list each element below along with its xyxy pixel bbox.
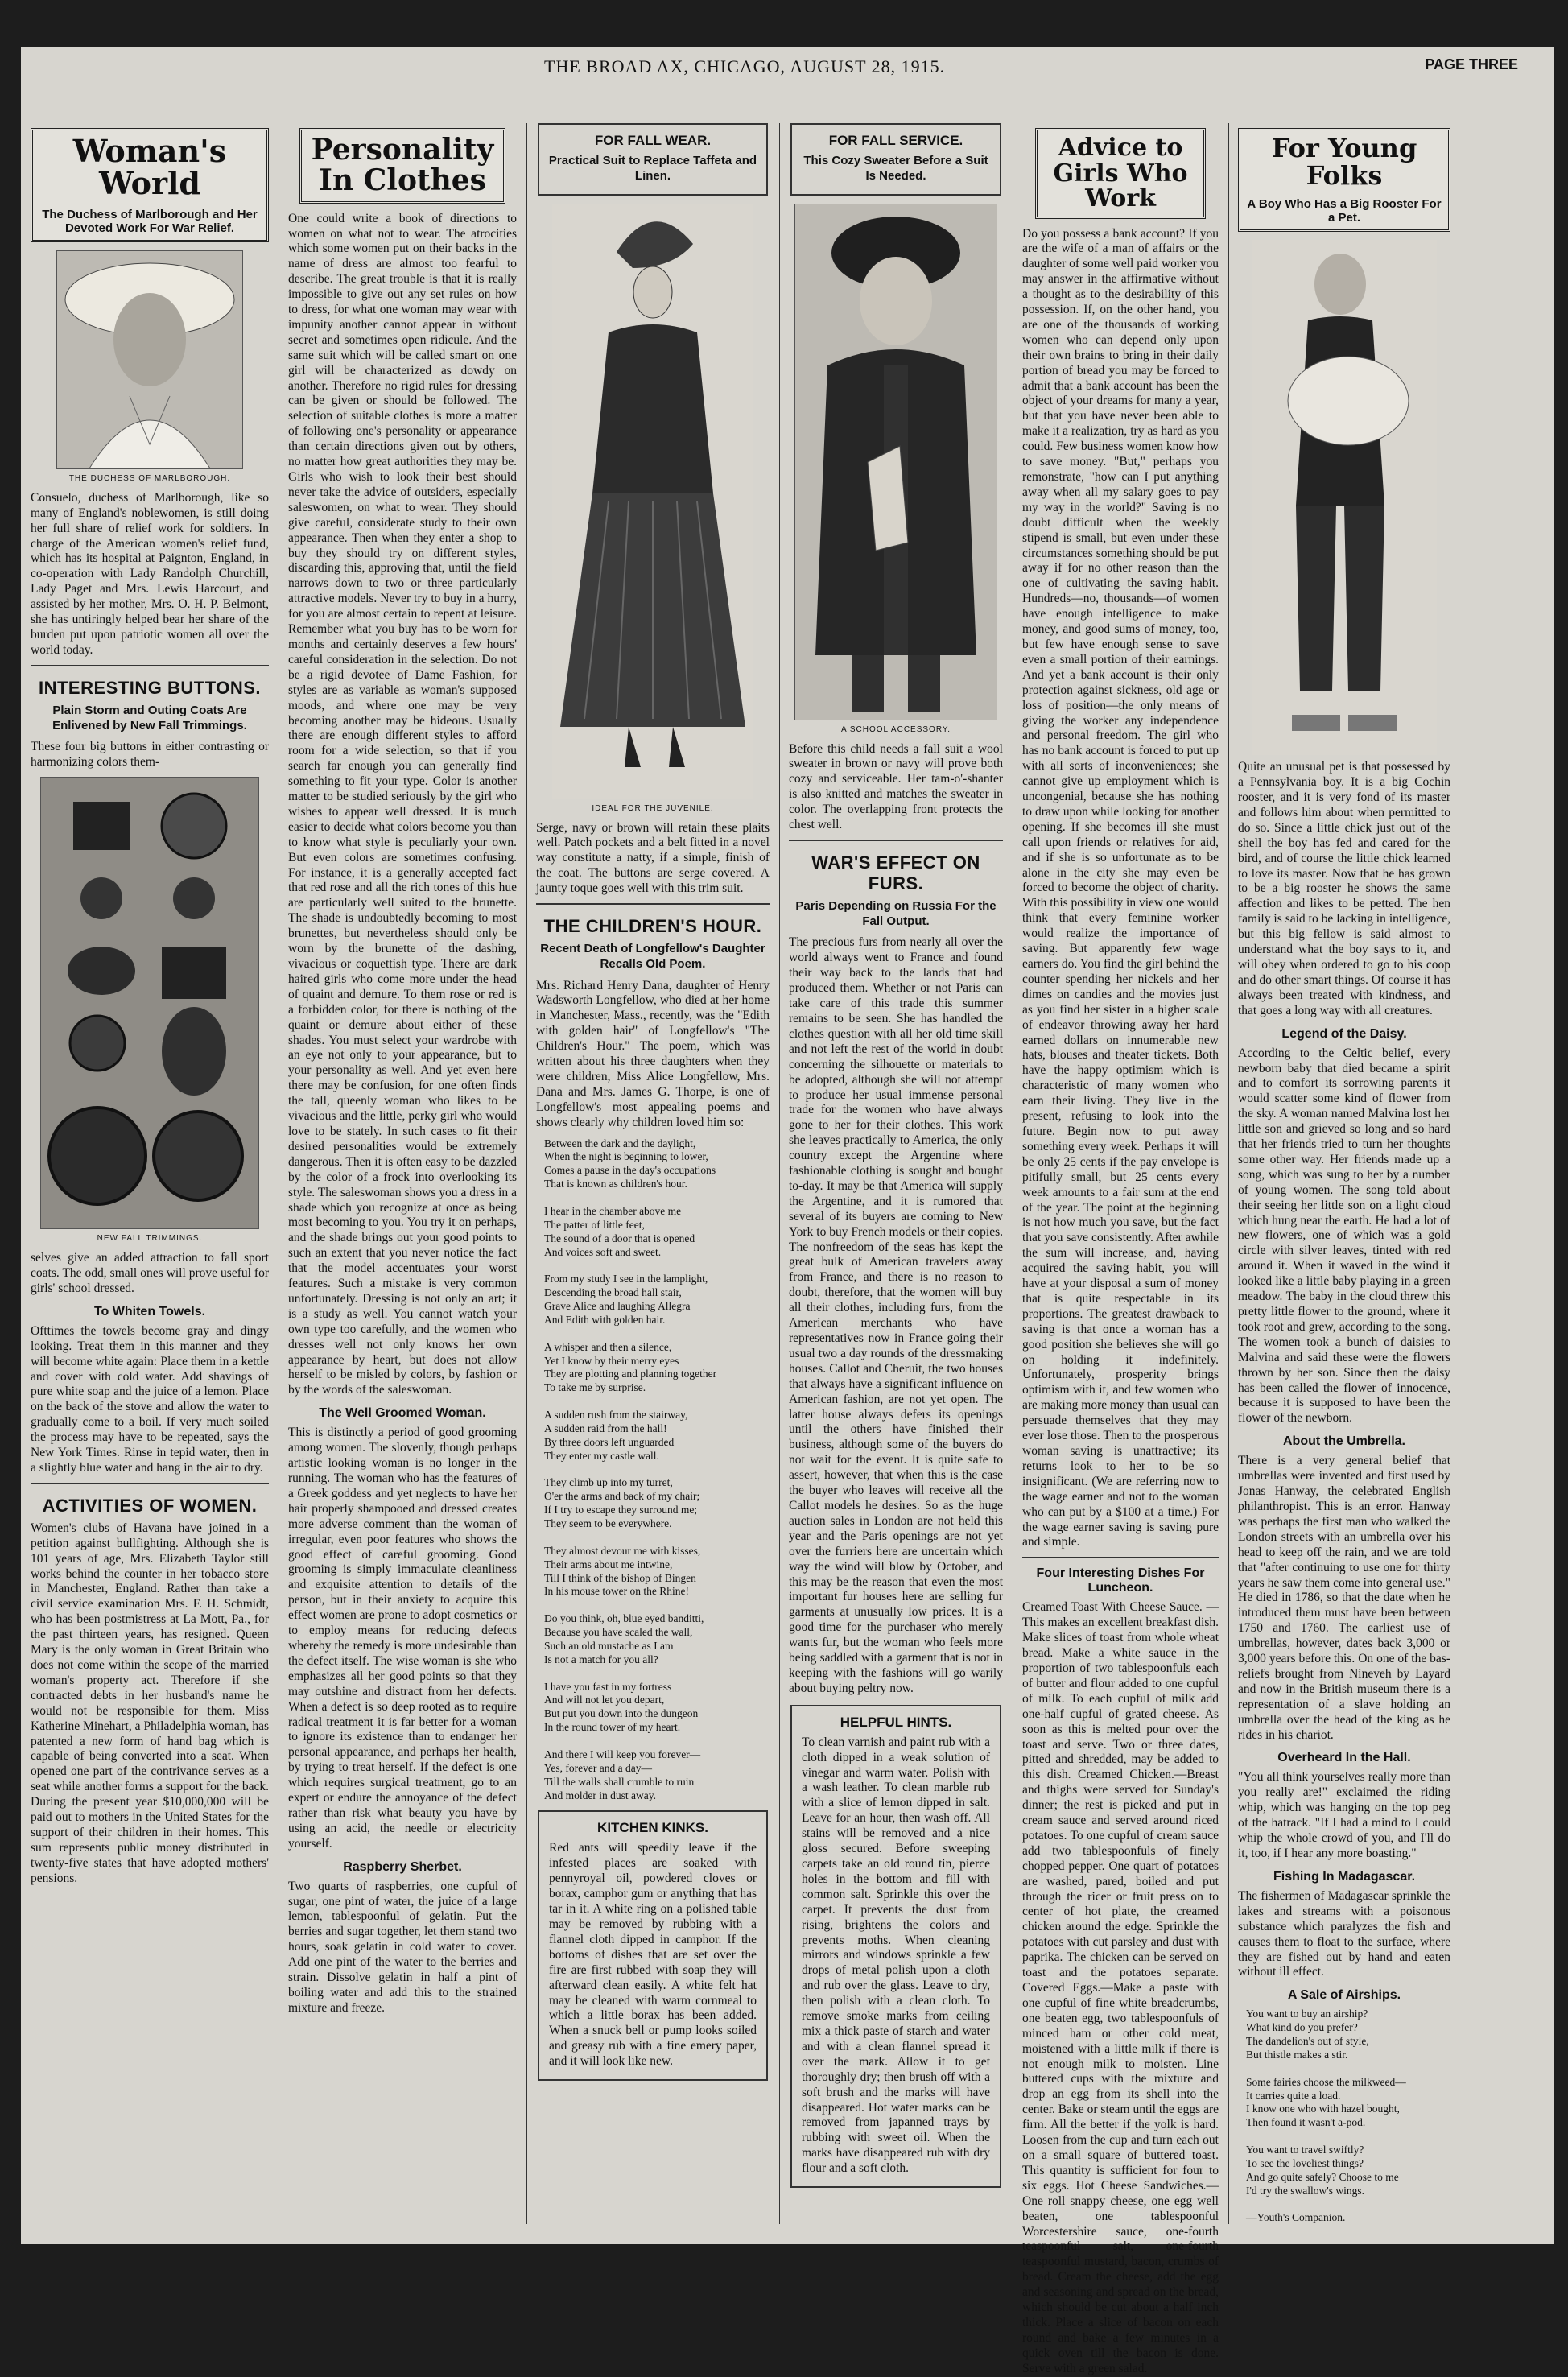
duchess-portrait bbox=[56, 250, 243, 469]
divider bbox=[31, 665, 269, 666]
furs-heading: WAR'S EFFECT ON FURS. bbox=[811, 852, 980, 893]
advice-heading-box bbox=[1035, 128, 1206, 219]
daisy-heading: Legend of the Daisy. bbox=[1281, 1026, 1407, 1041]
boy-rooster-drawing bbox=[1252, 240, 1437, 755]
buttons-heading: INTERESTING BUTTONS. bbox=[38, 677, 262, 698]
furs-article: The precious furs from nearly all over the world always went to France and found their way back to the lands that had produced them. Whether or not Paris can take care of this trade this summer remains to be seen. She has handled the clothes question with all her old time skill and not left the rest of the world in doubt concerning the silhouette or materials to be adopted, although she will not attempt to produce her usual immense personal trade for the women who have always gone to her for their clothes. This work she leaves practically to America, the only country except the Argentine where fashionable clothing is sought and bought to-day. It may be that America will supply the Argentine, and it is rumored that several of its buyers are coming to New York to buy French models or their copies. The nonfreedom of the seas has kept the great bulk of American travelers away from France, and there is no reason to doubt, therefore, that the women will buy all their clothes, including furs, from the American merchants who have representatives now in France going their usual two a day rounds of the dressmaking houses. Callot and Cheruit, the two houses that always have a significant influence on American fashion, are not yet open. The latter house always defers its openings until the others have finished their business, although some of the buyers do not wait for the event. It is quite safe to assert, however, that when this is the case the buyer who leaves will receive all the Callot models he desires. So as the huge auction sales in London are not held this year and the Paris openings are not yet over the furriers here are uncertain which way the wind will blow by October, and this may be the reason that even the most important fur houses here are selling fur garments at unusually low prices. It is a good time for the purchaser who merely wants fur, but the woman who feels more being saddled with a garment that is not in keeping with the fashions will go warily about buying peltry now. bbox=[789, 935, 1003, 1695]
duchess-portrait-illustration bbox=[57, 251, 242, 468]
umbrella-heading: About the Umbrella. bbox=[1282, 1434, 1405, 1449]
buttons-drawing bbox=[41, 778, 258, 1228]
fall-service-article: Before this child needs a fall suit a wool sweater in brown or navy will prove both cozy and serviceable. Her tam-o'-shanter is also knitted and matches the sweater in color. The overlapping front protects the chest well. bbox=[789, 741, 1003, 832]
personality-heading-box bbox=[299, 128, 505, 204]
column-rule bbox=[1228, 123, 1229, 2224]
divider bbox=[789, 840, 1003, 841]
helpful-hints-article: To clean varnish and paint rub with a cloth dipped in a weak solution of vinegar and warm water. Polish with a wash leather. To clean marble rub with a slice of lemon dipped in salt. Leave for an hour, then wash off. All stains will be removed and a nice gloss secured. Before sweeping carpets take an old round tin, pierce holes in the bottom and fill with common salt. Sprinkle this over the carpet. It prevents the dust from rising, brightens the colors and prevents moths. When cleaning mirrors and windows sprinkle a few drops of metal polish upon a cloth and rub over the glass. Leave to dry, then polish with a clean cloth. To remove smoke marks from ceiling mix a thick paste of starch and water and with a clean flannel spread it over the mark. Allow it to get thoroughly dry; then brush off with a soft brush and the marks will have disappeared. Hot water marks can be removed from japanned trays by rubbing with sweet oil. When the marks have disappeared rub with dry flour and a soft cloth. bbox=[802, 1735, 990, 2176]
column-fall-wear bbox=[530, 123, 776, 2224]
buttons-caption: NEW FALL TRIMMINGS. bbox=[97, 1234, 203, 1244]
buttons-illustration bbox=[40, 777, 259, 1229]
helpful-hints-heading: HELPFUL HINTS. bbox=[840, 1714, 952, 1730]
buttons-subhead: Plain Storm and Outing Coats Are Enlivened by New Fall Trimmings. bbox=[52, 703, 247, 732]
buttons-article-continued: selves give an added attraction to fall sport coats. The odd, small ones will prove useful for girls' school dressed. bbox=[31, 1251, 269, 1295]
school-sweater-drawing bbox=[795, 204, 997, 720]
groomed-heading: The Well Groomed Woman. bbox=[319, 1406, 486, 1421]
furs-subhead: Paris Depending on Russia For the Fall Output. bbox=[795, 898, 997, 928]
sherbet-article: Two quarts of raspberries, one cupful of sugar, one pint of water, the juice of a large lemon, tablespoonful of gelatin. Put the berries and sugar together, let them stand two hours, soak gelatin in cold water to cover. Add one pint of the water to the berries and strain. Dissolve gelatin in half a pint of boiling water and add this to the strained mixture and freeze. bbox=[288, 1879, 517, 2015]
section-heading: For Young Folks bbox=[1271, 133, 1417, 191]
juvenile-suit-illustration bbox=[552, 204, 753, 799]
helpful-hints-box bbox=[790, 1705, 1001, 2188]
kitchen-kinks-heading: KITCHEN KINKS. bbox=[597, 1820, 708, 1836]
dishes-heading: Four Interesting Dishes For Luncheon. bbox=[1036, 1566, 1205, 1595]
fishing-heading: Fishing In Madagascar. bbox=[1273, 1869, 1416, 1884]
fall-service-title: FOR FALL SERVICE. bbox=[828, 133, 963, 148]
fall-wear-heading-box bbox=[538, 123, 768, 196]
column-rule bbox=[526, 123, 527, 2224]
divider bbox=[536, 903, 770, 905]
fall-wear-article: Serge, navy or brown will retain these plaits well. Patch pockets and a belt fitted in a novel way constitute a natty, if a simple, finish of the coat. The buttons are serge covered. A jaunty toque goes well with this trim suit. bbox=[536, 820, 770, 896]
groomed-article: This is distinctly a period of good grooming among women. The slovenly, though perhaps artistic looking woman is no longer in the running. The woman who has the features of a Greek goddess and yet neglects to have her hair properly shampooed and dressed creates more adverse comment than the woman of irregular, even poor features who shows the good effect of careful grooming. Good grooming is simply immaculate cleanliness and exquisite attention to details of the person, but in their anxiety to acquire this effect women are prone to adopt cosmetics or to employ means for reducing defects whereby the remedy is more undesirable than the defect itself. The wise woman is she who emphasizes all her good points so that they may outshine and distract from her defects. When a defect is so deep rooted as to require radical treatment it is far better for a woman to ignore its existence than to endanger her personal appearance, and perhaps her health, by trying to treat herself. If the defect is one which requires surgical treatment, go to an expert or endure the annoyance of the defect rather than risk what beauty you have by using an acid, the needle or electricity yourself. bbox=[288, 1426, 517, 1851]
airships-poem: You want to buy an airship? What kind do you prefer? The dandelion's out of style, But thistle makes a stir. Some fairies choose the milkweed— It carries quite a load. I know one who with hazel bought, Then found it wasn't a-pod. You want to travel swiftly? To see the loveliest things? And go quite safely? Choose to me I'd try the swallow's wings. —Youth's Companion. bbox=[1246, 2008, 1406, 2224]
overheard-heading: Overheard In the Hall. bbox=[1277, 1751, 1411, 1765]
kitchen-kinks-box bbox=[538, 1810, 768, 2081]
childrens-hour-poem: Between the dark and the daylight, When the night is beginning to lower, Comes a pause in the day's occupations That is known as children's hour. I hear in the chamber above me The patter of little feet, The sound of a door that is opened And voices soft and sweet. From my study I see in the lamplight, Descending the broad hall stair, Grave Alice and laughing Allegra And Edith with golden hair. A whisper and then a silence, Yet I know by their merry eyes They are plotting and planning together To take me by surprise. A sudden rush from the stairway, A sudden raid from the hall! By three doors left unguarded They enter my castle wall. They climb up into my turret, O'er the arms and back of my chair; If I try to escape they surround me; They seem to be everywhere. They almost devour me with kisses, Their arms about me intwine, Till I think of the bishop of Bingen In his mouse tower on the Rhine! Do you think, oh, blue eyed banditti, Because you have scaled the wall, Such an old mustache as I am Is not a match for you all? I have you fast in my fortress And will not let you depart, But put you down into the dungeon In the round tower of my heart. And there I will keep you forever— Yes, forever and a day— Till the walls shall crumble to ruin And molder in dust away. bbox=[544, 1137, 717, 1801]
womans-world-heading-box bbox=[31, 128, 269, 242]
overheard-article: "You all think yourselves really more than you really are!" exclaimed the riding whip, which was hanging on the top peg of the hatrack. "If I had a mind to I could whip the whole crowd of you, and I'll do it, too, if I hear any more boasting." bbox=[1238, 1770, 1450, 1860]
column-womans-world bbox=[24, 123, 275, 2224]
childrens-hour-subhead: Recent Death of Longfellow's Daughter Recalls Old Poem. bbox=[540, 942, 765, 971]
boy-rooster-photo bbox=[1252, 240, 1437, 755]
section-heading: Personality In Clothes bbox=[311, 133, 494, 197]
juvenile-suit-drawing bbox=[552, 204, 753, 799]
column-personality-clothes bbox=[282, 123, 523, 2224]
column-rule bbox=[779, 123, 780, 2224]
school-accessory-caption: A SCHOOL ACCESSORY. bbox=[840, 724, 951, 734]
towels-heading: To Whiten Towels. bbox=[93, 1304, 206, 1318]
newspaper-page bbox=[21, 47, 1554, 2375]
advice-article: Do you possess a bank account? If you are the wife of a man of affairs or the daughter of some well paid worker you may answer in the affirmative without a thought as to the desirability of this possession. If, on the other hand, you are one of the thousands of working women who can depend only upon their own brains to bring in their daily portion of bread you may be forced to admit that a bank account has been the object of your dreams for many a year, but that you have never been able to make it a realization, try as hard as you could. Few business women know how to save money. "But," perhaps you remonstrate, "how can I put anything away when all my salary goes to pay my way in the world?" Saving is no doubt difficult when the weekly stipend is small, but even under these circumstances something should be put away if for no other reason than the one of cultivating the saving habit. Hundreds—no, thousands—of women have enough intelligence to make money, and good sums of money, too, but few have enough sense to save even a small portion of their earnings. And yet a bank account is their only protection against sickness, old age or loss of position—the only means of giving the worker any independence and personal freedom. The girl who has no bank account is forced to put up with all sorts of inconveniences; she cannot give up employment which is uncongenial, because she has nothing to draw upon while looking for another opening. If she becomes ill she must call upon friends or relatives for aid, and if she is so unfortunate as to be alone in the city she may even be forced to become the object of charity. With this possibility in view one would think that every feminine worker would realize the importance of saving. But apparently few wage earners do. You find the girl behind the counter spending her nickels and her dimes on candies and the movies just as you find her sister in a higher scale of endeavor throwing away her hard earned dollars on innumerable new hats, blouses and theater tickets. Both have the happy optimism which is characteristic of many women who earn their living. They live in the present, refusing to look into the future. Begin now to put away something every week. Perhaps it will be only 25 cents if the pay envelope is pitifully small, but 25 cents every week amounts to a fair sum at the end of the year. The point at the beginning is not how much you save, but the fact that you save consistently. After awhile the sum will increase, and, having acquired the saving habit, you will have at your disposal a sum of money that is quite respectable in its proportions. The greatest drawback to saving is that once a woman has a good position she believes she will go on holding it indefinitely. Unfortunately, prosperity brings optimism with it, and few women who are making more money than usual can persuade themselves that they may ever lose those. Then to the prosperous woman saving is unattractive; its returns look to her to be so insignificant. (We are referring now to the wage earner and not to the woman who can put by a $100 at a time.) For the wage earner saving is saving pure and simple. bbox=[1022, 226, 1219, 1550]
column-fall-service bbox=[782, 123, 1009, 2224]
activities-article: Women's clubs of Havana have joined in a petition against bullfighting. Although she is 101 years of age, Mrs. Elizabeth Taylor still works behind the counter in her tobacco store in Manchester, England. Rather than take a civil service examination Mrs. F. H. Schmidt, who has been postmistress at La Mott, Pa., for the past thirteen years, has resigned. Queen Mary is the only woman in Great Britain who does not come within the scope of the married woman's property act. Therefore if she contracted debts in her husband's name he would not be responsible for them. Miss Katherine Minehart, a Philadelphia woman, has patented a new form of hand bag which is capable of being converted into a seat. When opened one part of the contrivance serves as a seat while another forms a support for the back. During the present year $10,000,000 will be paid out to mothers in the United States for the support of their children in their homes. This sum represents public money distributed in twenty-five states that have adopted mothers' pensions. bbox=[31, 1521, 269, 1885]
column-young-folks bbox=[1232, 123, 1457, 2224]
section-subhead: A Boy Who Has a Big Rooster For a Pet. bbox=[1247, 197, 1442, 225]
divider bbox=[31, 1483, 269, 1484]
activities-heading: ACTIVITIES OF WOMEN. bbox=[42, 1495, 258, 1516]
childrens-hour-article: Mrs. Richard Henry Dana, daughter of Henry Wadsworth Longfellow, who died at her home in Manchester, Mass., recently, was the "Edith with golden hair" of Longfellow's "The Children's Hour." The poem, which was written about his three daughters when they were children, Miss Alice Longfellow, Mrs. Dana and Mrs. James G. Thorpe, is one of Longfellow's most appealing poems and shows clearly why children loved him so: bbox=[536, 978, 770, 1129]
juvenile-caption: IDEAL FOR THE JUVENILE. bbox=[592, 803, 714, 813]
sherbet-heading: Raspberry Sherbet. bbox=[343, 1859, 462, 1874]
young-folks-heading-box bbox=[1238, 128, 1450, 232]
masthead bbox=[21, 47, 1554, 79]
fall-service-subhead: This Cozy Sweater Before a Suit Is Needed. bbox=[803, 154, 988, 183]
masthead-title: THE BROAD AX, CHICAGO, AUGUST 28, 1915. bbox=[544, 56, 946, 76]
childrens-hour-heading: THE CHILDREN'S HOUR. bbox=[543, 916, 762, 937]
fishing-article: The fishermen of Madagascar sprinkle the lakes and streams with a poisonous substance which paralyzes the fish and causes them to float to the surface, where they are fished out by hand and eaten without ill effect. bbox=[1238, 1888, 1450, 1979]
column-advice-girls bbox=[1016, 123, 1225, 2375]
umbrella-article: There is a very general belief that umbrellas were invented and first used by Jonas Hanway, the celebrated English philanthropist. This is an error. Hanway was perhaps the first man who walked the London streets with an umbrella over his head to keep off the rain, and we are told that "after continuing to use one for thirty years he saw them come into general use." He died in 1786, so that the date when he introduced them must have been between 1750 and 1760. The earliest use of umbrellas, however, dates back 3,000 or 3,000 years before this. On one of the bas-reliefs brought from Nineveh by Layard and now in the British museum there is a representation of a slave holding an umbrella over the head of the king as he rides in his chariot. bbox=[1238, 1454, 1450, 1742]
divider bbox=[1022, 1557, 1219, 1558]
daisy-article: According to the Celtic belief, every newborn baby that died became a spirit and to comfort its sorrowing parents it would scatter some kind of flower from the sky. A woman named Malvina lost her little son and grieved so long and so hard that her friends tried to turn her thoughts some other way. Her friends made up a song, which was sung to her by a number of young women. The song told about their seeing her little son on a light cloud which hung near the earth. He had a lot of new flowers, one of which was a gold circle with silver leaves, tinted with red around it. When it waved in the wind it looked like a little baby playing in a green meadow. The baby in the cloud threw this pretty little flower to the ground, where it took root and grew, according to the song. The women took a bunch of daisies to Malvina and said these were the flowers thrown by her son. Since then the daisy has been called the flower of innocence, because it is supposed to have been the flower of the newborn. bbox=[1238, 1046, 1450, 1426]
section-heading: Woman's World bbox=[72, 133, 227, 201]
fall-wear-subhead: Practical Suit to Replace Taffeta and Linen. bbox=[548, 154, 757, 183]
dishes-article: Creamed Toast With Cheese Sauce. —This makes an excellent breakfast dish. Make slices of toast from whole wheat bread. Make a white sauce in the proportion of two tablespoonfuls each of butter and flour added to one cupful of milk. To each cupful of milk add one-half cupful of grated cheese. As soon as this is melted pour over the toast and serve. Two or three dates, pitted and shredded, may be added to this dish. Creamed Chicken.—Breast and thighs were served for Sunday's dinner; the rest is picked and put in cream sauce and served around riced potatoes. To one cupful of cream sauce add two tablespoonfuls of finely chopped pepper. One quart of potatoes are washed, pared, boiled and put through the ricer or fruit press on to center of hot plate, the creamed chicken around the edge. Sprinkle the potatoes with cut parsley and dust with paprika. The chicken can be served on toast and the potatoes separate. Covered Eggs.—Make a paste with one cupful of fine white breadcrumbs, one beaten egg, two tablespoonfuls of minced ham or other cold meat, moistened with a little milk if there is not enough milk to moisten. Line buttered cups with the mixture and drop an egg from its shell into the center. Bake or steam until the eggs are firm. All the better if the yolk is hard. Loosen from the cup and turn each out on a small square of buttered toast. This quantity is sufficient for four to six eggs. Hot Cheese Sandwiches.—One roll snappy cheese, one egg well beaten, one tablespoonful Worcestershire sauce, one-fourth teaspoonful salt, one-fourth teaspoonful mustard, bacon, crumbs of bread. Cream the cheese, add the egg and seasoning and spread on the bread, which should be cut about a half inch thick. Place a slice of bacon on each round and bake a few minutes in a quick oven till the bacon is done. Serve with a green salad. bbox=[1022, 1600, 1219, 2375]
page-number: PAGE THREE bbox=[1425, 56, 1518, 72]
rooster-article: Quite an unusual pet is that possessed by a Pennsylvania boy. It is a big Cochin rooster, and it is very fond of its master and follows him about when permitted to do so. Since a little chick just out of the shell the boy has fed and cared for the bird, and of course the little chick learned to love its master. Now that he has grown to be a big rooster he shows the same affection and likes to be petted. The hen family is said to be lacking in intelligence, but this big fellow is said almost to understand what the boy says to it, and will obey when ordered to go to his coop and do other smart things. Of course it has always been treated with kindness, and that goes a long way with all creatures. bbox=[1238, 760, 1450, 1017]
fall-service-heading-box bbox=[790, 123, 1001, 196]
school-sweater-photo bbox=[794, 204, 997, 720]
section-subhead: The Duchess of Marlborough and Her Devoted Work For War Relief. bbox=[42, 207, 258, 235]
towels-article: Ofttimes the towels become gray and dingy looking. Treat them in this manner and they will become white again: Place them in a kettle and cover with cold water. Add shavings of pure white soap and the juice of a lemon. Place on the back of the stove and allow the water to gradually come to a boil. If very much soiled the process may have to be repeated, says the New York Times. Rinse in tepid water, then in a slightly blue water and hang in the air to dry. bbox=[31, 1323, 269, 1475]
fall-wear-title: FOR FALL WEAR. bbox=[594, 133, 712, 148]
section-heading: Advice to Girls Who Work bbox=[1053, 134, 1188, 213]
personality-article: One could write a book of directions to women on what not to wear. The atrocities which some women put on their backs in the name of dress are almost too fearful to describe. The great trouble is that it is really impossible to give out any set rules on how to dress, for what one woman may wear with impunity another cannot appear in without secret and sometimes open ridicule. And the same suit which will be called smart on one girl will be characterized as dowdy on another. Therefore no rigid rules for dressing can be given or should be followed. The selection of suitable clothes is more a matter of following one's personality or appearance than certain directions given out by others, no matter how great authorities they may be. Girls who wish to look their best should never take the advice of outsiders, especially saleswomen, on what to wear. They should give careful, considerate study to their own appearance. Then when they enter a shop to buy they should try on different styles, discarding this, approving that, until the field narrows down to two or three particularly attractive models. Never try to buy in a hurry, for you are almost certain to repent at leisure. Remember what you buy has to be worn for months and certainly deserves a few hours' careful consideration in the selection. Do not be a rigid devotee of Dame Fashion, for styles are as variable as woman's supposed moods, and where one may be very becoming another may be hideous. Usually there are enough different styles to afford room for a wide selection, so that if you search far enough you can generally find something to fit your type. Color is another matter to be studied seriously by the girl who wishes to appear well dressed. It is much easier to decide what colors become you than to know what style is peculiarly your own. But even colors are sometimes confusing. For instance, it is a generally accepted fact that red rose and all the rich tones of this hue are particularly well suited to the brunette. The shade is undoubtedly becoming to most brunettes, but nevertheless should only be worn by the brunette of the dashing, vivacious or coquettish type. There are dark haired girls who come more under the head of quaint and demure. To them rose or red is a forbidden color, for there is nothing of the quaint or demure about either of these shades. You must select your wardrobe with an eye not only to your appearance, but to your personality as well. And yet even here there may be confusion, for one often finds the tall, queenly woman who likes to be vivacious and the little, perky girl who would love to be stately. In such cases to fit their desired personalities would be extremely dangerous. Then it is often easy to be dazzled by the color of a frock into overlooking its style. The saleswoman shows you a dress in a shade which you recognize at once as being most becoming to you. You try it on perhaps, and the shade brings out your good points to such an extent that you never notice the fact that the model accentuates your worst features. Such a mistake is very common unfortunately. Dressing is not only an art; it is a study as well. You cannot watch your own type too carefully, and the women who dresses well not only knows her own appearance by heart, but does not allow herself to be misled by colors, by fashion or by the words of the saleswoman. bbox=[288, 211, 517, 1397]
kitchen-kinks-article: Red ants will speedily leave if the infested places are soaked with pennyroyal oil, powdered cloves or borax, camphor gum or anything that has tar in it. A white ring on a polished table may be removed by rubbing with a flannel cloth dipped in camphor. If the bottoms of dishes that are set over the fire are first rubbed with soap they will afterward clean easily. A white felt hat may be cleaned with warm cornmeal to which a little borax has been added. When a snuck bell or pump looks soiled and greasy rub with a fine emery paper, and it will look like new. bbox=[549, 1841, 757, 2069]
buttons-article: These four big buttons in either contrasting or harmonizing colors them- bbox=[31, 740, 269, 770]
airships-heading: A Sale of Airships. bbox=[1287, 1988, 1401, 2003]
duchess-article: Consuelo, duchess of Marlborough, like so many of England's noblewomen, is still doing her full share of relief work for soldiers. In charge of the American women's relief fund, which has its hospital at Paignton, England, in co-operation with Lady Randolph Churchill, Lady Paget and Mrs. Lewis Harcourt, and assisted by her mother, Mrs. O. H. P. Belmont, she has untiringly helped bear her share of the burden put upon patriotic women all over the world today. bbox=[31, 490, 269, 657]
duchess-caption: THE DUCHESS OF MARLBOROUGH. bbox=[68, 473, 231, 483]
